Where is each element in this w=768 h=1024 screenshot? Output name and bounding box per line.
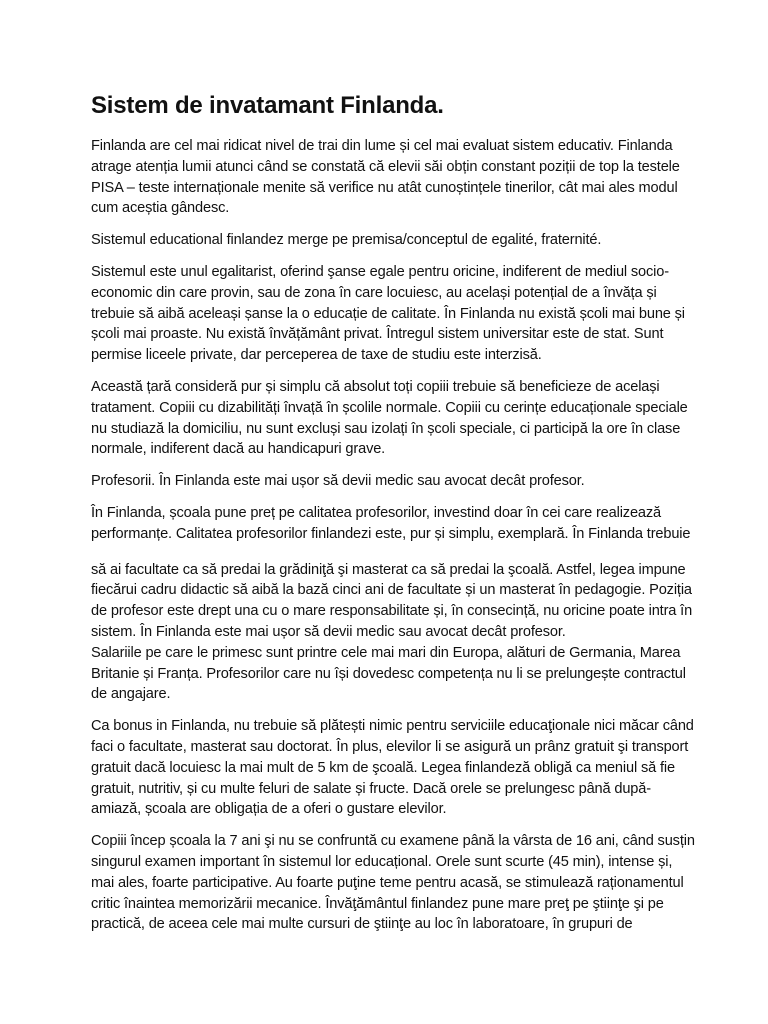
paragraph-egalitarian: Sistemul este unul egalitarist, oferind şanse egale pentru oricine, indiferent de mediul socio-economic din care provin, sau de zona în care locuiesc, au același potențial de a învăța și trebuie să aibă aceleași șanse la o educație de calitate. În Finlanda nu există școli mai bune și școli mai proaste. Nu există învățământ privat. Întregul sistem universitar este de stat. Sunt permise liceele private, dar perceperea de taxe de studiu este interzisă. [91,263,685,364]
paragraph-intro: Finlanda are cel mai ridicat nivel de trai din lume și cel mai evaluat sistem educativ. Finlanda atrage atenția lumii atunci când se constată că elevii săi obțin constant poziții de top la testele PISA – teste internaționale menite să verifice nu atât cunoștințele tinerilor, cât mai ales modul cum aceștia gândesc. [91,138,680,217]
paragraph-school-start: Copiii încep școala la 7 ani şi nu se confruntă cu examene până la vârsta de 16 ani, când susțin singurul examen important în sistemul lor educațional. Orele sunt scurte (45 min), intense și, mai ales, foarte participative. Au foarte puţine teme pentru acasă, se stimulează raționamentul critic înaintea memorizării mecanice. Învăţământul finlandez pune mare preţ pe ştiinţe şi pe practică, de aceea cele mai multe cursuri de ştiinţe au loc în laboratoare, în grupuri de [91,833,695,933]
paragraph-equal-treatment: Această țară consideră pur și simplu că absolut toți copiii trebuie să beneficieze de același tratament. Copiii cu dizabilități învață în școlile normale. Copiii cu cerințe educaționale speciale nu studiază la domiciliu, nu sunt excluși sau izolați în școli speciale, ci participă la ore în clase normale, indiferent dacă au handicapuri grave. [91,378,688,458]
document-title: Sistem de invatamant Finlanda. [91,92,444,119]
paragraph-premise: Sistemul educational finlandez merge pe premisa/conceptul de egalité, fraternité. [91,232,602,249]
paragraph-teacher-quality: În Finlanda, școala pune preț pe calitatea profesorilor, investind doar în cei care realizează performanțe. Calitatea profesorilor finlandezi este, pur și simplu, exemplară. În Finlanda trebuie [91,504,691,542]
paragraph-salaries: Salariile pe care le primesc sunt printre cele mai mari din Europa, alături de Germania, Marea Britanie și Franța. Profesorilor care nu își dovedesc competența nu li se prelungește contractul de angajare. [91,644,686,703]
paragraph-teacher-education: să ai facultate ca să predai la grădiniţă şi masterat ca să predai la şcoală. Astfel, legea impune fiecărui cadru didactic să aibă la bază cinci ani de facultate și un masterat în pedagogie. Poziția de profesor este drept una cu o mare responsabilitate și, în consecință, nu oricine poate intra în sistem. În Finlanda este mai ușor să devii medic sau avocat decât profesor. [91,561,693,640]
paragraph-free-education: Ca bonus in Finlanda, nu trebuie să plătești nimic pentru serviciile educaţionale nici măcar când faci o facultate, masterat sau doctorat. În plus, elevilor li se asigură un prânz gratuit şi transport gratuit dacă locuiesc la mai mult de 5 km de şcoală. Legea finlandeză obligă ca meniul să fie gratuit, nutritiv, și cu multe feluri de salate și fructe. Dacă orele se prelungesc până după-amiază, școala are obligația de a oferi o gustare elevilor. [91,718,694,818]
paragraph-teachers-heading: Profesorii. În Finlanda este mai ușor să devii medic sau avocat decât profesor. [91,473,585,490]
